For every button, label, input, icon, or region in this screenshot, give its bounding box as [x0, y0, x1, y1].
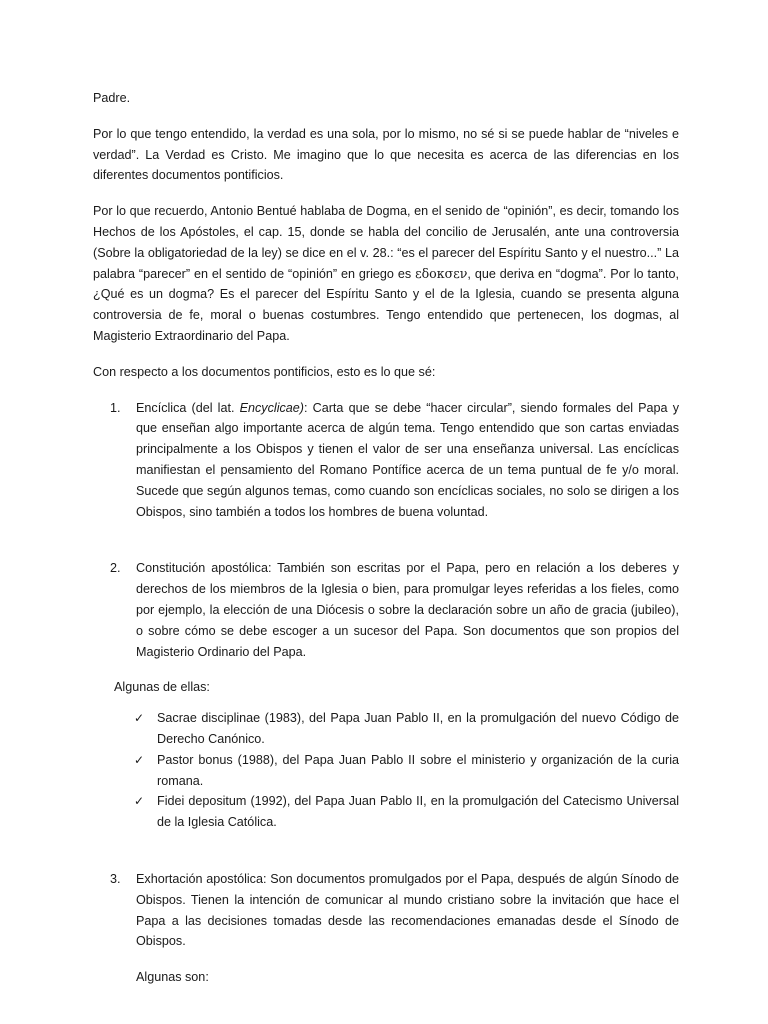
- greeting: Padre.: [93, 91, 131, 105]
- checklist: [93, 708, 679, 833]
- checklist-item: [93, 708, 679, 750]
- document-page: [93, 88, 679, 988]
- check-icon: ✓: [134, 711, 145, 726]
- list-item-exhortacion: [93, 869, 679, 952]
- enciclica-text-start: Encíclica (del lat.: [136, 400, 240, 415]
- list-number: 1.: [110, 400, 121, 415]
- exhortacion-text: Exhortación apostólica: Son documentos promulgados por el Papa, después de algún Sínodo de Obispos. Tienen la intención de comunicar al mundo cristiano sobre la invitación que hace el Papa a las decisiones tomadas desde las recomendaciones emanadas desde el Sínodo de Obispos.: [136, 871, 679, 949]
- list-item-constitucion: [93, 558, 679, 662]
- algunas-de-ellas-heading: Algunas de ellas:: [114, 680, 210, 695]
- check-icon: ✓: [134, 752, 145, 767]
- dogma-text-start: Por lo que recuerdo, Antonio Bentué hablaba de Dogma, en el senido de “opinión”, es decir, tomando los Hechos de los Apóstoles, el cap. 15, donde se habla del concilio de Jerusalén, ante una controversia (Sobre la obligatoriedad de la ley) se dice en el v. 28.: “es el parecer del Espíritu Santo y el nuestro...” La palabra “parecer” en el sentido de “opinión” en griego es: [93, 204, 679, 281]
- checklist-item-text: Sacrae disciplinae (1983), del Papa Juan Pablo II, en la promulgación del nuevo Código de Derecho Canónico.: [157, 711, 679, 746]
- enciclica-latin-term: Encyclicae): [239, 400, 304, 415]
- enciclica-text-end: : Carta que se debe “hacer circular”, siendo formales del Papa y que enseñan algo importante acerca de algún tema. Tengo entendido que son cartas enviadas principalmente a los Obispos y tienen el valor de ser una enseñanza universal. Las encíclicas manifiestan el pensamiento del Romano Pontífice acerca de un tema puntual de fe y/o moral. Sucede que según algunos temas, como cuando son encíclicas sociales, no solo se dirigen a los Obispos, sino también a todos los hombres de buena voluntad.: [136, 400, 679, 519]
- checklist-item: [93, 750, 679, 792]
- list-number: 2.: [110, 561, 121, 576]
- check-icon: ✓: [134, 794, 145, 809]
- list-item-enciclica: [93, 398, 679, 523]
- checklist-item-text: Pastor bonus (1988), del Papa Juan Pablo II sobre el ministerio y organización de la curia romana.: [157, 752, 679, 788]
- paragraph-intro-documents: Con respecto a los documentos pontificios, esto es lo que sé:: [93, 364, 436, 379]
- constitucion-text: Constitución apostólica: También son escritas por el Papa, pero en relación a los deberes y derechos de los miembros de la Iglesia o bien, para promulgar leyes referidas a los fieles, como por ejemplo, la elección de una Diócesis o sobre la declaración sobre un año de gracia (jubileo), o sobre cómo se debe escoger a un sucesor del Papa. Son documentos que son propios del Magisterio Ordinario del Papa.: [136, 561, 679, 659]
- list-number: 3.: [110, 871, 121, 886]
- checklist-item-text: Fidei depositum (1992), del Papa Juan Pablo II, en la promulgación del Catecismo Universal de la Iglesia Católica.: [157, 794, 679, 830]
- algunas-son-heading: Algunas son:: [136, 970, 209, 985]
- dogma-text-end: , que deriva en “dogma”. Por lo tanto, ¿Qué es un dogma? Es el parecer del Espíritu Santo y el de la Iglesia, cuando se presenta alguna controversia de fe, moral o buenas costumbres. Tengo entendido que pertenecen, los dogmas, al Magisterio Extraordinario del Papa.: [93, 266, 679, 343]
- paragraph-dogma: [93, 201, 679, 347]
- checklist-item: [93, 791, 679, 833]
- paragraph-truth: Por lo que tengo entendido, la verdad es una sola, por lo mismo, no sé si se puede hablar de “niveles e verdad”. La Verdad es Cristo. Me imagino que lo que necesita es acerca de las diferencias en los diferentes documentos pontificios.: [93, 126, 679, 183]
- greek-word: εδοκσεν: [415, 265, 468, 281]
